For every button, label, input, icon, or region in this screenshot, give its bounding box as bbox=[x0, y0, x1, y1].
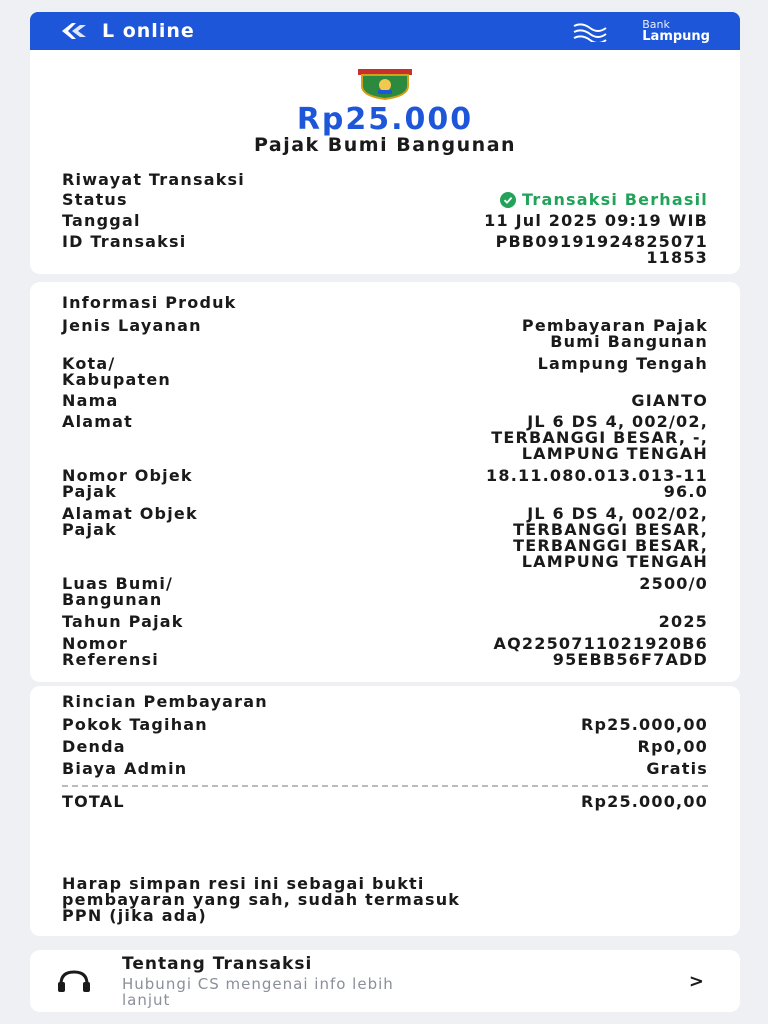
tax-year-label: Tahun Pajak bbox=[62, 612, 184, 631]
headset-icon bbox=[56, 966, 92, 996]
object-number-label-line-2: Pajak bbox=[62, 482, 118, 501]
about-transaction-subtitle-line-2: lanjut bbox=[122, 991, 171, 1009]
reference-line-1: AQ2250711021920B6 bbox=[493, 634, 708, 653]
object-address-label-line-2: Pajak bbox=[62, 520, 118, 539]
product-title: Pajak Bumi Bangunan bbox=[253, 134, 517, 156]
date-row bbox=[62, 213, 708, 229]
city-label-line-1: Kota/ bbox=[62, 354, 116, 373]
object-number-label bbox=[62, 468, 292, 500]
admin-fee-row bbox=[62, 761, 708, 777]
transaction-id-label: ID Transaksi bbox=[62, 232, 187, 251]
address-row bbox=[62, 414, 708, 462]
object-address-line-4: LAMPUNG TENGAH bbox=[521, 552, 708, 571]
name-row bbox=[62, 393, 708, 409]
check-circle-icon bbox=[500, 192, 516, 208]
transaction-id-line-1: PBB09191924825071 bbox=[495, 232, 708, 251]
address-label: Alamat bbox=[62, 412, 133, 431]
fine-label: Denda bbox=[62, 737, 126, 756]
bank-label-small: Bank bbox=[642, 18, 670, 31]
total-divider bbox=[62, 785, 708, 787]
total-row bbox=[62, 794, 708, 810]
service-value-line-1: Pembayaran Pajak bbox=[521, 316, 708, 335]
receipt-note-line-2: pembayaran yang sah, sudah termasuk bbox=[62, 890, 461, 909]
total-label: TOTAL bbox=[62, 792, 125, 811]
bank-lampung-logo bbox=[572, 19, 710, 43]
service-label: Jenis Layanan bbox=[62, 316, 202, 335]
about-transaction-title: Tentang Transaksi bbox=[122, 954, 313, 974]
transaction-id-line-2: 11853 bbox=[646, 248, 708, 267]
product-info-title: Informasi Produk bbox=[62, 293, 237, 312]
reference-label bbox=[62, 636, 292, 668]
chevron-right-icon: > bbox=[688, 970, 704, 992]
object-number-line-2: 96.0 bbox=[663, 482, 708, 501]
area-value: 2500/0 bbox=[639, 574, 708, 593]
principal-label: Pokok Tagihan bbox=[62, 715, 208, 734]
transaction-id-value bbox=[292, 234, 708, 266]
transaction-amount: Rp25.000 bbox=[296, 102, 474, 137]
about-transaction-subtitle bbox=[122, 976, 689, 1008]
receipt-note-line-3: PPN (jika ada) bbox=[62, 906, 207, 925]
reference-label-line-1: Nomor bbox=[62, 634, 128, 653]
app-header bbox=[30, 12, 740, 50]
service-row bbox=[62, 318, 708, 350]
object-number-row bbox=[62, 468, 708, 500]
bank-name bbox=[642, 19, 710, 43]
app-title: L online bbox=[102, 20, 195, 42]
area-label bbox=[62, 576, 292, 608]
name-value: GIANTO bbox=[631, 391, 708, 410]
bank-lampung-wave-icon bbox=[572, 20, 636, 42]
service-value-line-2: Bumi Bangunan bbox=[550, 332, 708, 351]
address-line-2: TERBANGGI BESAR, -, bbox=[491, 428, 708, 447]
area-label-line-2: Bangunan bbox=[62, 590, 163, 609]
object-address-line-1: JL 6 DS 4, 002/02, bbox=[527, 504, 708, 523]
city-row bbox=[62, 356, 708, 388]
address-line-1: JL 6 DS 4, 002/02, bbox=[527, 412, 708, 431]
admin-fee-value: Gratis bbox=[646, 759, 708, 778]
address-value bbox=[292, 414, 708, 462]
status-row bbox=[62, 192, 708, 208]
receipt-note-line-1: Harap simpan resi ini sebagai bukti bbox=[62, 874, 425, 893]
bank-label-big: Lampung bbox=[642, 29, 710, 44]
product-info-card bbox=[30, 282, 740, 682]
admin-fee-label: Biaya Admin bbox=[62, 759, 188, 778]
principal-row bbox=[62, 717, 708, 733]
reference-value bbox=[292, 636, 708, 668]
regional-emblem-icon bbox=[356, 68, 414, 100]
payment-detail-card bbox=[30, 686, 740, 936]
object-address-line-2: TERBANGGI BESAR, bbox=[513, 520, 708, 539]
principal-value: Rp25.000,00 bbox=[580, 715, 708, 734]
object-address-label-line-1: Alamat Objek bbox=[62, 504, 198, 523]
about-transaction-button[interactable] bbox=[30, 950, 740, 1012]
payment-title: Rincian Pembayaran bbox=[62, 692, 268, 711]
reference-label-line-2: Referensi bbox=[62, 650, 159, 669]
city-value: Lampung Tengah bbox=[537, 354, 708, 373]
address-line-3: LAMPUNG TENGAH bbox=[521, 444, 708, 463]
about-transaction-text bbox=[122, 954, 689, 1008]
area-label-line-1: Luas Bumi/ bbox=[62, 574, 174, 593]
object-number-value bbox=[292, 468, 708, 500]
reference-line-2: 95EBB56F7ADD bbox=[552, 650, 708, 669]
city-label-line-2: Kabupaten bbox=[62, 370, 171, 389]
service-value bbox=[292, 318, 708, 350]
tax-year-row bbox=[62, 614, 708, 630]
about-transaction-subtitle-line-1: Hubungi CS mengenai info lebih bbox=[122, 975, 394, 993]
area-row bbox=[62, 576, 708, 608]
object-address-line-3: TERBANGGI BESAR, bbox=[513, 536, 708, 555]
brand-left bbox=[60, 20, 195, 42]
reference-row bbox=[62, 636, 708, 668]
status-value bbox=[292, 192, 708, 208]
object-number-line-1: 18.11.080.013.013-11 bbox=[486, 466, 708, 485]
object-address-row bbox=[62, 506, 708, 570]
tax-year-value: 2025 bbox=[658, 612, 708, 631]
history-title: Riwayat Transaksi bbox=[62, 170, 245, 189]
date-value: 11 Jul 2025 09:19 WIB bbox=[484, 211, 708, 230]
l-online-logo-icon bbox=[60, 21, 88, 41]
fine-row bbox=[62, 739, 708, 755]
status-value-text: Transaksi Berhasil bbox=[522, 190, 708, 209]
receipt-summary-card bbox=[30, 50, 740, 274]
object-address-value bbox=[292, 506, 708, 570]
city-label bbox=[62, 356, 292, 388]
transaction-id-row bbox=[62, 234, 708, 266]
total-value: Rp25.000,00 bbox=[580, 792, 708, 811]
object-number-label-line-1: Nomor Objek bbox=[62, 466, 193, 485]
object-address-label bbox=[62, 506, 292, 570]
name-label: Nama bbox=[62, 391, 119, 410]
date-label: Tanggal bbox=[62, 211, 141, 230]
receipt-note bbox=[62, 876, 708, 924]
status-label: Status bbox=[62, 190, 128, 209]
fine-value: Rp0,00 bbox=[637, 737, 708, 756]
